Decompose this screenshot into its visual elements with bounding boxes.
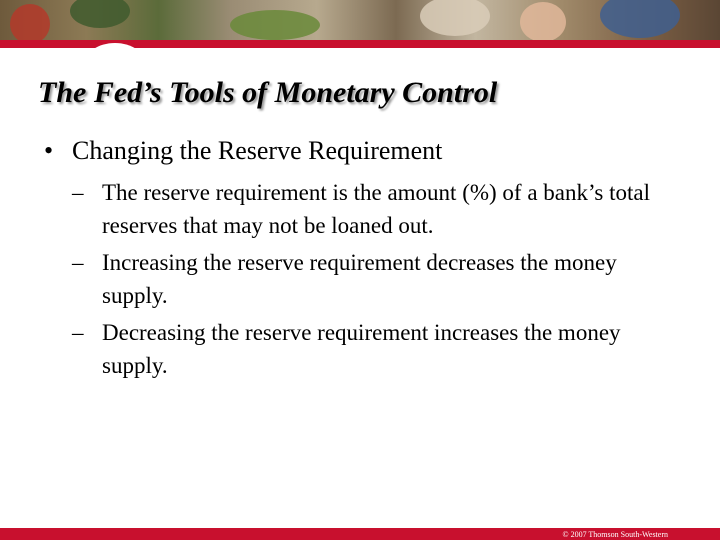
sub-bullet-text: Decreasing the reserve requirement increases the money supply. <box>102 320 621 378</box>
header-photo-banner <box>0 0 720 42</box>
bullet-marker: • <box>44 136 54 165</box>
main-bullet-text: Changing the Reserve Requirement <box>72 136 443 165</box>
sub-bullet-list <box>44 176 684 382</box>
dash-marker: – <box>72 180 84 205</box>
slide-title: The Fed’s Tools of Monetary Control <box>38 76 498 109</box>
sub-bullet-text: Increasing the reserve requirement decreases the money supply. <box>102 250 617 308</box>
sub-bullet <box>72 176 684 242</box>
sub-bullet-text: The reserve requirement is the amount (%) of a bank’s total reserves that may not be loaned out. <box>102 180 650 238</box>
dash-marker: – <box>72 320 84 345</box>
dash-marker: – <box>72 250 84 275</box>
main-bullet <box>44 134 684 168</box>
sub-bullet <box>72 316 684 382</box>
slide-content <box>44 134 684 386</box>
sub-bullet <box>72 246 684 312</box>
copyright-notice: © 2007 Thomson South-Western <box>562 530 668 539</box>
